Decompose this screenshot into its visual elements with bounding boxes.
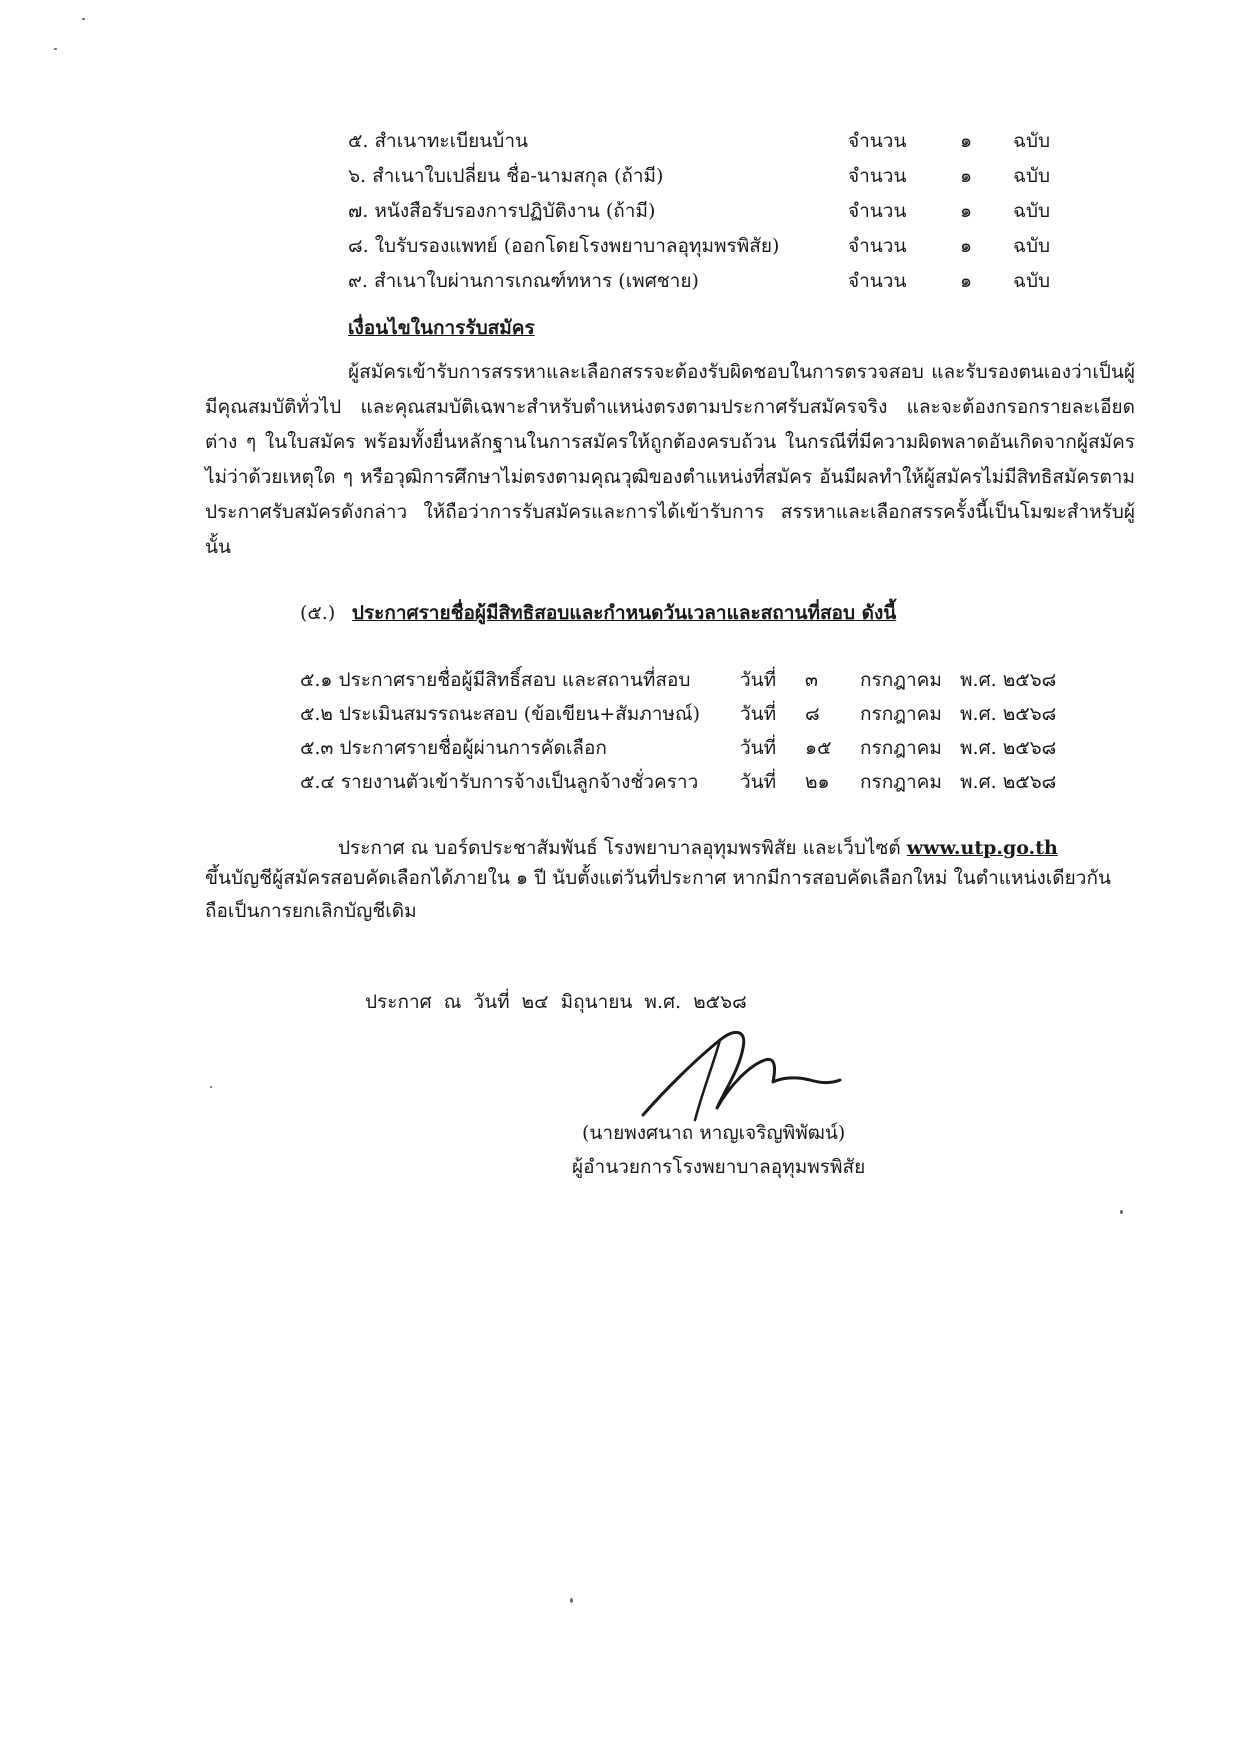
announcement-number: (๕.) xyxy=(300,602,336,624)
schedule-year: พ.ศ. ๒๕๖๘ xyxy=(960,771,1057,793)
quantity-value: ๑ xyxy=(960,130,973,152)
quantity-label: จำนวน xyxy=(848,165,907,187)
scan-speck xyxy=(82,18,85,20)
document-row xyxy=(348,159,1068,194)
signer-title: ผู้อำนวยการโรงพยาบาลอุทุมพรพิสัย xyxy=(572,1156,866,1178)
schedule-year: พ.ศ. ๒๕๖๘ xyxy=(960,737,1057,759)
announcement-title: ประกาศรายชื่อผู้มีสิทธิสอบและกำหนดวันเวลาและสถานที่สอบ ดังนี้ xyxy=(351,602,897,624)
day-label: วันที่ xyxy=(740,703,777,725)
notice-paragraph: ขึ้นบัญชีผู้สมัครสอบคัดเลือกได้ภายใน ๑ ปี นับตั้งแต่วันที่ประกาศ หากมีการสอบคัดเลือกใหม่ ในตำแหน่งเดียวกัน ถือเป็นการยกเลิกบัญชีเดิม xyxy=(205,867,1111,922)
day-label: วันที่ xyxy=(740,669,777,691)
notice-line xyxy=(338,833,1058,863)
schedule-row xyxy=(300,731,1100,765)
schedule-year: พ.ศ. ๒๕๖๘ xyxy=(960,669,1057,691)
schedule-label: ๕.๓ ประกาศรายชื่อผู้ผ่านการคัดเลือก xyxy=(300,737,607,759)
schedule-day: ๒๑ xyxy=(805,771,830,793)
conditions-heading: เงื่อนไขในการรับสมัคร xyxy=(348,317,535,339)
quantity-label: จำนวน xyxy=(848,200,907,222)
quantity-label: จำนวน xyxy=(848,270,907,292)
document-item: ๕. สำเนาทะเบียนบ้าน xyxy=(348,130,528,152)
conditions-paragraph: ผู้สมัครเข้ารับการสรรหาและเลือกสรรจะต้องรับผิดชอบในการตรวจสอบ และรับรองตนเองว่าเป็นผู้มีคุณสมบัติทั่วไป และคุณสมบัติเฉพาะสำหรับตำแหน่งตรงตามประกาศรับสมัครจริง และจะต้องกรอกรายละเอียดต่าง ๆ ในใบสมัคร พร้อมทั้งยื่นหลักฐานในการสมัครให้ถูกต้องครบถ้วน ในกรณีที่มีความผิดพลาดอันเกิดจากผู้สมัครไม่ว่าด้วยเหตุใด ๆ หรือวุฒิการศึกษาไม่ตรงตามคุณวุฒิของตำแหน่งที่สมัคร อันมีผลทำให้ผู้สมัครไม่มีสิทธิสมัครตามประกาศรับสมัครดังกล่าว ให้ถือว่าการรับสมัครและการได้เข้ารับการ สรรหาและเลือกสรรครั้งนี้เป็นโมฆะสำหรับผู้นั้น xyxy=(205,361,1135,558)
quantity-unit: ฉบับ xyxy=(1013,165,1051,187)
signer-name: (นายพงศนาถ หาญเจริญพิพัฒน์) xyxy=(582,1122,846,1144)
day-label: วันที่ xyxy=(740,737,777,759)
website-link[interactable]: www.utp.go.th xyxy=(906,837,1058,859)
schedule-month: กรกฎาคม xyxy=(860,737,942,759)
schedule-row xyxy=(300,663,1100,697)
notice-prefix: ประกาศ ณ บอร์ดประชาสัมพันธ์ โรงพยาบาลอุทุมพรพิสัย และเว็บไซต์ xyxy=(338,837,907,859)
scan-speck xyxy=(570,1598,573,1603)
document-item: ๙. สำเนาใบผ่านการเกณฑ์ทหาร (เพศชาย) xyxy=(348,270,699,292)
quantity-unit: ฉบับ xyxy=(1013,270,1051,292)
schedule-row xyxy=(300,765,1100,799)
quantity-value: ๑ xyxy=(960,165,973,187)
exam-schedule xyxy=(300,663,1100,799)
announcement-heading xyxy=(300,598,896,628)
schedule-month: กรกฎาคม xyxy=(860,669,942,691)
schedule-row xyxy=(300,697,1100,731)
document-row xyxy=(348,229,1068,264)
signature-image xyxy=(625,1020,845,1130)
quantity-unit: ฉบับ xyxy=(1013,130,1051,152)
schedule-year: พ.ศ. ๒๕๖๘ xyxy=(960,703,1057,725)
schedule-day: ๓ xyxy=(805,669,818,691)
quantity-unit: ฉบับ xyxy=(1013,200,1051,222)
quantity-value: ๑ xyxy=(960,270,973,292)
quantity-unit: ฉบับ xyxy=(1013,235,1051,257)
document-item: ๘. ใบรับรองแพทย์ (ออกโดยโรงพยาบาลอุทุมพรพิสัย) xyxy=(348,235,780,257)
schedule-day: ๑๕ xyxy=(805,737,832,759)
quantity-value: ๑ xyxy=(960,200,973,222)
schedule-day: ๘ xyxy=(805,703,820,725)
schedule-month: กรกฎาคม xyxy=(860,771,942,793)
document-row xyxy=(348,124,1068,159)
document-item: ๗. หนังสือรับรองการปฏิบัติงาน (ถ้ามี) xyxy=(348,200,656,222)
schedule-month: กรกฎาคม xyxy=(860,703,942,725)
document-row xyxy=(348,194,1068,229)
schedule-label: ๕.๑ ประกาศรายชื่อผู้มีสิทธิ์สอบ และสถานที่สอบ xyxy=(300,669,691,691)
required-documents-list xyxy=(348,124,1068,299)
quantity-value: ๑ xyxy=(960,235,973,257)
quantity-label: จำนวน xyxy=(848,235,907,257)
announcement-date: ประกาศ ณ วันที่ ๒๔ มิถุนายน พ.ศ. ๒๕๖๘ xyxy=(365,991,747,1013)
quantity-label: จำนวน xyxy=(848,130,907,152)
scan-speck xyxy=(54,48,57,50)
scan-speck xyxy=(210,1086,212,1088)
scan-speck xyxy=(1120,1210,1123,1214)
document-item: ๖. สำเนาใบเปลี่ยน ชื่อ-นามสกุล (ถ้ามี) xyxy=(348,165,664,187)
document-row xyxy=(348,264,1068,299)
day-label: วันที่ xyxy=(740,771,777,793)
schedule-label: ๕.๒ ประเมินสมรรถนะสอบ (ข้อเขียน+สัมภาษณ์) xyxy=(300,703,701,725)
schedule-label: ๕.๔ รายงานตัวเข้ารับการจ้างเป็นลูกจ้างชั่วคราว xyxy=(300,771,699,793)
